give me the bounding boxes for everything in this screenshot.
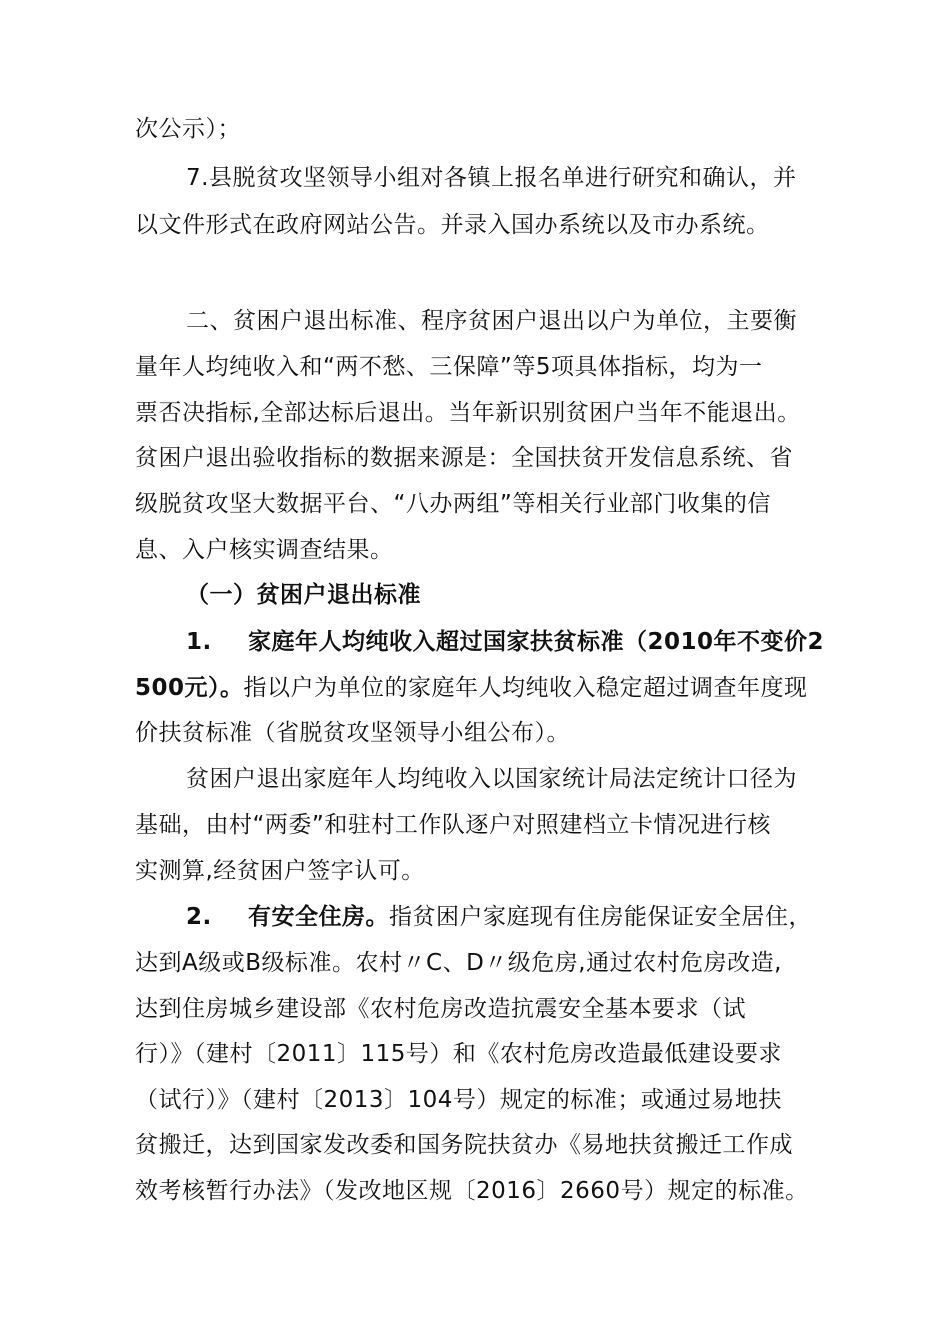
- text-line: 基础，由村“两委”和驻村工作队逐户对照建档立卡情况进行核: [135, 812, 771, 838]
- text-line: 实测算,经贫困户签字认可。: [135, 858, 425, 884]
- text-line: 行）》（建村〔2011〕115号）和《农村危房改造最低建设要求: [135, 1041, 782, 1067]
- text-line: 票否决指标,全部达标后退出。当年新识别贫困户当年不能退出。: [135, 400, 801, 426]
- text-line: 达到A级或B级标准。农村〃C、D〃级危房,通过农村危房改造,: [135, 950, 782, 976]
- text-line: [135, 673, 808, 703]
- text-line: 达到住房城乡建设部《农村危房改造抗震安全基本要求（试: [135, 996, 746, 1022]
- text-line: 贫搬迁，达到国家发改委和国务院扶贫办《易地扶贫搬迁工作成: [135, 1132, 793, 1158]
- item-text: 指以户为单位的家庭年人均纯收入稳定超过调查年度现: [243, 675, 808, 701]
- item-title-continued: 500元）。: [135, 675, 244, 701]
- item-title: 有安全住房。: [248, 904, 389, 930]
- section-heading: 二、贫困户退出标准、程序贫困户退出以户为单位，主要衡: [186, 308, 797, 334]
- item-number: 2.: [186, 904, 212, 930]
- text-line: 级脱贫攻坚大数据平台、“八办两组”等相关行业部门收集的信: [135, 491, 771, 517]
- text-line: 贫困户退出家庭年人均纯收入以国家统计局法定统计口径为: [186, 766, 797, 792]
- item-text: 指贫困户家庭现有住房能保证安全居住，: [389, 904, 812, 930]
- item-number: 1.: [186, 629, 212, 655]
- text-line: 价扶贫标准（省脱贫攻坚领导小组公布）。: [135, 720, 570, 746]
- text-line: 量年人均纯收入和“两不愁、三保障”等5项具体指标，均为一: [135, 354, 763, 380]
- item-title: 家庭年人均纯收入超过国家扶贫标准（2010年不变价2: [248, 629, 825, 655]
- text-line: 贫困户退出验收指标的数据来源是：全国扶贫开发信息系统、省: [135, 445, 793, 471]
- text-line: 息、入户核实调查结果。: [135, 537, 394, 563]
- text-line: （试行）》（建村〔2013〕104号）规定的标准；或通过易地扶: [135, 1087, 782, 1113]
- text-line: 7.县脱贫攻坚领导小组对各镇上报名单进行研究和确认，并: [186, 165, 797, 191]
- text-line: [248, 902, 812, 932]
- text-line: 以文件形式在政府网站公告。并录入国办系统以及市办系统。: [135, 212, 770, 238]
- text-line: 效考核暂行办法》（发改地区规〔2016〕2660号）规定的标准。: [135, 1178, 809, 1204]
- text-line: 次公示）；: [135, 116, 241, 142]
- subsection-heading: （一）贫困户退出标准: [186, 582, 421, 608]
